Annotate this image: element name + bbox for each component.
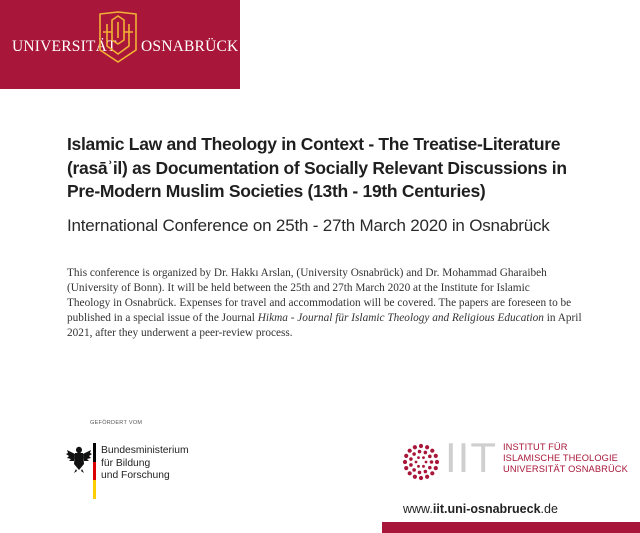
institute-name-line: ISLAMISCHE THEOLOGIE (503, 453, 618, 463)
footer-band (382, 522, 640, 533)
iit-pattern-dot (408, 471, 412, 475)
iit-pattern-dot (409, 463, 413, 467)
body-line (67, 311, 587, 326)
body-line: (University of Bonn). It will be held between the 25th and 27th March 2020 at the Institute for Islamic (67, 282, 530, 294)
website-suffix: .de (540, 502, 558, 516)
iit-pattern-dot (418, 450, 422, 454)
iit-pattern-dot (435, 460, 439, 464)
ministry-name-line: und Forschung (101, 470, 170, 481)
ministry-name-line: Bundesministerium (101, 445, 189, 456)
body-text-before-journal: published in a special issue of the Journal (67, 312, 258, 324)
iit-pattern-dot (430, 460, 434, 464)
iit-pattern-dot (430, 471, 434, 475)
iit-pattern-dot (424, 451, 428, 455)
body-line: Theology in Osnabrück. Expenses for travel and accommodation will be covered. The papers are foreseen to be (67, 297, 572, 309)
iit-pattern-dot (422, 456, 425, 459)
website-domain: iit.uni-osnabrueck (432, 502, 541, 516)
iit-pattern-dot (404, 454, 408, 458)
iit-pattern-dot (413, 475, 417, 479)
university-name-right: OSNABRÜCK (141, 38, 239, 55)
funded-by-label: GEFÖRDERT VOM (90, 420, 143, 426)
website-prefix: www. (403, 502, 433, 516)
iit-pattern-dot (425, 445, 429, 449)
conference-title (67, 133, 587, 204)
journal-name: Hikma - Journal für Islamic Theology and Religious Education (257, 312, 544, 324)
iit-pattern-dot (430, 449, 434, 453)
iit-pattern-dot (419, 444, 423, 448)
flag-stripe-gold (93, 480, 96, 499)
iit-pattern-dot (409, 457, 413, 461)
iit-pattern-dot (425, 461, 428, 464)
website-link[interactable] (403, 502, 558, 516)
iit-pattern-dot (412, 468, 416, 472)
body-text-after-journal: in April (543, 312, 582, 324)
iit-pattern-dot (403, 460, 407, 464)
flag-stripe-black (93, 443, 96, 462)
flag-stripe-red (93, 462, 96, 481)
iit-pattern-icon (402, 443, 440, 481)
title-line: (rasāʾil) as Documentation of Socially Relevant Discussions in (67, 157, 567, 178)
iit-pattern-dot (434, 466, 438, 470)
iit-pattern-dot (408, 449, 412, 453)
university-header-band (0, 0, 240, 89)
iit-pattern-dot (425, 475, 429, 479)
ministry-name (101, 445, 189, 483)
institute-name-line: UNIVERSITÄT OSNABRÜCK (503, 464, 628, 474)
conference-subtitle: International Conference on 25th - 27th March 2020 in Osnabrück (67, 216, 550, 235)
institute-name-line: INSTITUT FÜR (503, 442, 568, 452)
iit-pattern-dot (428, 466, 432, 470)
iit-letters: IIT (445, 434, 497, 481)
iit-pattern-dot (415, 461, 418, 464)
federal-eagle-icon (66, 444, 92, 474)
institute-name (503, 442, 628, 475)
iit-pattern-dot (422, 465, 425, 468)
university-crest-icon (97, 10, 139, 65)
iit-pattern-dot (424, 470, 428, 474)
iit-pattern-dot (404, 466, 408, 470)
iit-pattern-dot (417, 456, 420, 459)
iit-pattern-dot (412, 452, 416, 456)
body-line: 2021, after they underwent a peer-review process. (67, 327, 293, 339)
iit-pattern-dot (418, 471, 422, 475)
iit-pattern-dot (413, 445, 417, 449)
body-line: This conference is organized by Dr. Hakkı Arslan, (University Osnabrück) and Dr. Mohammad Gharaibeh (67, 267, 547, 279)
title-line: Islamic Law and Theology in Context - The Treatise-Literature (67, 134, 561, 154)
iit-pattern-dot (434, 454, 438, 458)
german-flag-bar (93, 443, 96, 499)
title-line: Pre-Modern Muslim Societies (13th - 19th Centuries) (67, 181, 486, 201)
ministry-name-line: für Bildung (101, 457, 151, 469)
conference-description (67, 266, 587, 341)
iit-pattern-dot (419, 476, 423, 480)
iit-pattern-dot (428, 455, 432, 459)
university-name-left: UNIVERSITÄT (12, 38, 117, 55)
iit-pattern-dot (417, 465, 420, 468)
